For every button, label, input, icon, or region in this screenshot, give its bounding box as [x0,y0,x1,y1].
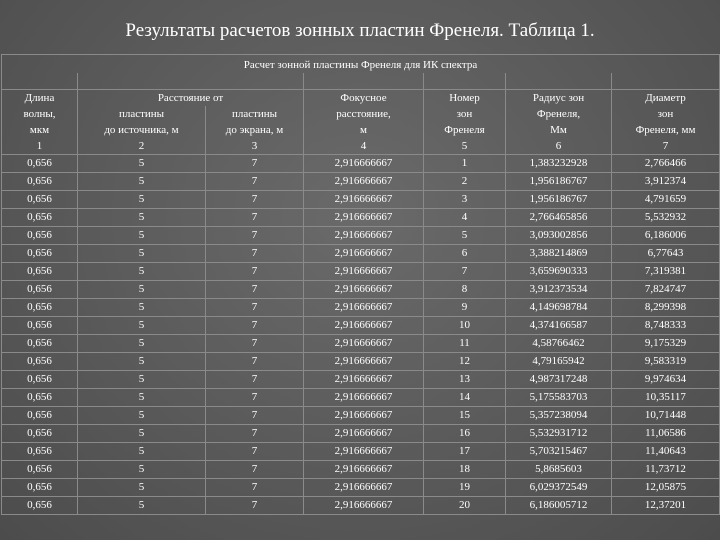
table-cell: 7 [206,173,304,191]
table-cell: 4,791659 [612,191,720,209]
table-cell: 5 [78,191,206,209]
table-cell: 5 [78,479,206,497]
table-cell: 5 [78,425,206,443]
header-cell: Номер [424,90,506,107]
table-cell: 5 [78,389,206,407]
header-cell: Мм [506,122,612,138]
table-row [2,155,720,173]
table-cell: 0,656 [2,335,78,353]
header-cell: мкм [2,122,78,138]
table-cell: 0,656 [2,281,78,299]
table-cell: 2,916666667 [304,263,424,281]
header-cell: Радиус зон [506,90,612,107]
table-cell: 5 [424,227,506,245]
table-row [2,281,720,299]
table-row [2,443,720,461]
table-cell: 7,319381 [612,263,720,281]
table-cell: 2,916666667 [304,281,424,299]
table-cell: 7 [206,425,304,443]
header-cell: Фокусное [304,90,424,107]
table-cell: 0,656 [2,209,78,227]
table-cell: 7 [206,407,304,425]
table-cell: 2,916666667 [304,497,424,515]
table-cell: 5,175583703 [506,389,612,407]
slide-title: Результаты расчетов зонных пластин Френеля. Таблица 1. [125,20,595,41]
table-cell: 2,916666667 [304,461,424,479]
table-row [2,227,720,245]
table-cell: 16 [424,425,506,443]
table-cell: 5 [78,407,206,425]
spacer-cell [2,73,78,90]
table-cell: 5 [78,245,206,263]
table-cell: 11,06586 [612,425,720,443]
header-cell: волны, [2,106,78,122]
table-cell: 2,916666667 [304,335,424,353]
table-row [2,317,720,335]
table-cell: 7 [206,263,304,281]
table-cell: 2,916666667 [304,389,424,407]
table-cell: 12,37201 [612,497,720,515]
header-cell: Френеля [424,122,506,138]
table-cell: 2,916666667 [304,227,424,245]
table-cell: 0,656 [2,191,78,209]
table-row [2,173,720,191]
table-cell: 7 [206,191,304,209]
table-cell: 8,748333 [612,317,720,335]
table-cell: 5 [78,317,206,335]
table-cell: 8,299398 [612,299,720,317]
table-cell: 0,656 [2,263,78,281]
table-cell: 13 [424,371,506,389]
table-cell: 8 [424,281,506,299]
table-cell: 12,05875 [612,479,720,497]
table-cell: 0,656 [2,497,78,515]
table-cell: 7 [206,227,304,245]
spacer-cell [612,73,720,90]
table-cell: 10 [424,317,506,335]
table-cell: 5 [78,227,206,245]
table-cell: 0,656 [2,317,78,335]
header-cell: Длина [2,90,78,107]
table-cell: 2,916666667 [304,155,424,173]
table-cell: 15 [424,407,506,425]
header-cell: Диаметр [612,90,720,107]
table-cell: 0,656 [2,173,78,191]
table-cell: 7 [206,335,304,353]
spacer-cell [506,73,612,90]
table-cell: 4,79165942 [506,353,612,371]
fresnel-table [1,54,720,515]
column-number: 6 [506,138,612,155]
table-row [2,335,720,353]
table-cell: 1,956186767 [506,173,612,191]
table-cell: 7 [206,299,304,317]
table-row [2,461,720,479]
spacer-cell [304,73,424,90]
table-cell: 5 [78,173,206,191]
header-cell: зон [612,106,720,122]
table-cell: 6,186006 [612,227,720,245]
spacer-cell [424,73,506,90]
table-cell: 1,956186767 [506,191,612,209]
table-cell: 2,916666667 [304,479,424,497]
table-cell: 9,175329 [612,335,720,353]
table-cell: 11,73712 [612,461,720,479]
table-cell: 0,656 [2,245,78,263]
table-cell: 4,987317248 [506,371,612,389]
header-cell: расстояние, [304,106,424,122]
table-row [2,407,720,425]
table-cell: 10,35117 [612,389,720,407]
table-cell: 7 [206,317,304,335]
table-cell: 12 [424,353,506,371]
header-cell: до экрана, м [206,122,304,138]
table-cell: 7 [206,245,304,263]
table-cell: 5 [78,371,206,389]
table-cell: 1,383232928 [506,155,612,173]
table-row [2,245,720,263]
table-cell: 7 [206,479,304,497]
table-row [2,389,720,407]
table-cell: 9,583319 [612,353,720,371]
table-cell: 3,093002856 [506,227,612,245]
table-cell: 2,916666667 [304,407,424,425]
table-cell: 7 [206,389,304,407]
table-cell: 0,656 [2,443,78,461]
table-cell: 0,656 [2,479,78,497]
table-row [2,209,720,227]
table-cell: 10,71448 [612,407,720,425]
table-cell: 0,656 [2,425,78,443]
table-cell: 7 [206,461,304,479]
header-cell: Расстояние от [78,90,304,107]
table-cell: 11 [424,335,506,353]
table-cell: 5 [78,299,206,317]
table-cell: 4 [424,209,506,227]
table-cell: 2,766465856 [506,209,612,227]
table-cell: 5,532931712 [506,425,612,443]
table-cell: 6,186005712 [506,497,612,515]
table-cell: 7 [206,353,304,371]
table-cell: 5 [78,497,206,515]
table-cell: 0,656 [2,299,78,317]
table-cell: 2 [424,173,506,191]
table-row [2,353,720,371]
table-cell: 0,656 [2,461,78,479]
spacer-cell [78,73,304,90]
table-cell: 9,974634 [612,371,720,389]
table-cell: 2,916666667 [304,299,424,317]
table-cell: 3,912374 [612,173,720,191]
table-cell: 2,916666667 [304,425,424,443]
table-cell: 5,357238094 [506,407,612,425]
column-number: 2 [78,138,206,155]
table-row [2,497,720,515]
table-row [2,263,720,281]
table-cell: 6,029372549 [506,479,612,497]
table-cell: 5 [78,155,206,173]
table-cell: 19 [424,479,506,497]
table-cell: 4,58766462 [506,335,612,353]
table-cell: 2,916666667 [304,209,424,227]
header-cell: м [304,122,424,138]
table-cell: 17 [424,443,506,461]
table-cell: 7 [424,263,506,281]
table-cell: 3,659690333 [506,263,612,281]
table-cell: 2,916666667 [304,317,424,335]
column-number: 5 [424,138,506,155]
column-number: 1 [2,138,78,155]
table-cell: 7 [206,371,304,389]
table-cell: 7 [206,281,304,299]
table-row [2,371,720,389]
table-cell: 7 [206,497,304,515]
table-cell: 5,532932 [612,209,720,227]
table-row [2,425,720,443]
table-row [2,191,720,209]
table-cell: 0,656 [2,353,78,371]
header-cell: Френеля, мм [612,122,720,138]
table-cell: 2,916666667 [304,191,424,209]
header-cell: Френеля, [506,106,612,122]
table-cell: 2,916666667 [304,443,424,461]
table-row [2,299,720,317]
table-cell: 2,916666667 [304,371,424,389]
table-cell: 7 [206,155,304,173]
table-caption: Расчет зонной пластины Френеля для ИК спектра [2,55,720,74]
table-cell: 18 [424,461,506,479]
table-cell: 5 [78,353,206,371]
table-cell: 2,766466 [612,155,720,173]
table-cell: 0,656 [2,155,78,173]
table-cell: 5 [78,335,206,353]
header-cell: пластины [206,106,304,122]
table-cell: 7,824747 [612,281,720,299]
table-cell: 7 [206,443,304,461]
table-cell: 5,703215467 [506,443,612,461]
table-cell: 3,388214869 [506,245,612,263]
table-cell: 0,656 [2,227,78,245]
table-cell: 4,149698784 [506,299,612,317]
table-cell: 11,40643 [612,443,720,461]
table-cell: 5 [78,263,206,281]
table-cell: 0,656 [2,407,78,425]
table-cell: 5 [78,461,206,479]
table-cell: 2,916666667 [304,353,424,371]
column-number: 7 [612,138,720,155]
column-number: 3 [206,138,304,155]
table-cell: 5 [78,443,206,461]
table-cell: 5 [78,209,206,227]
table-cell: 1 [424,155,506,173]
table-cell: 0,656 [2,389,78,407]
table-cell: 6,77643 [612,245,720,263]
table-cell: 0,656 [2,371,78,389]
table-cell: 14 [424,389,506,407]
table-row [2,479,720,497]
table-cell: 7 [206,209,304,227]
header-cell: пластины [78,106,206,122]
table-cell: 2,916666667 [304,245,424,263]
column-number: 4 [304,138,424,155]
header-cell: до источника, м [78,122,206,138]
table-cell: 4,374166587 [506,317,612,335]
table-cell: 3,912373534 [506,281,612,299]
table-cell: 20 [424,497,506,515]
table-cell: 3 [424,191,506,209]
table-cell: 2,916666667 [304,173,424,191]
table-cell: 5 [78,281,206,299]
header-cell: зон [424,106,506,122]
table-cell: 6 [424,245,506,263]
table-cell: 5,8685603 [506,461,612,479]
table-cell: 9 [424,299,506,317]
